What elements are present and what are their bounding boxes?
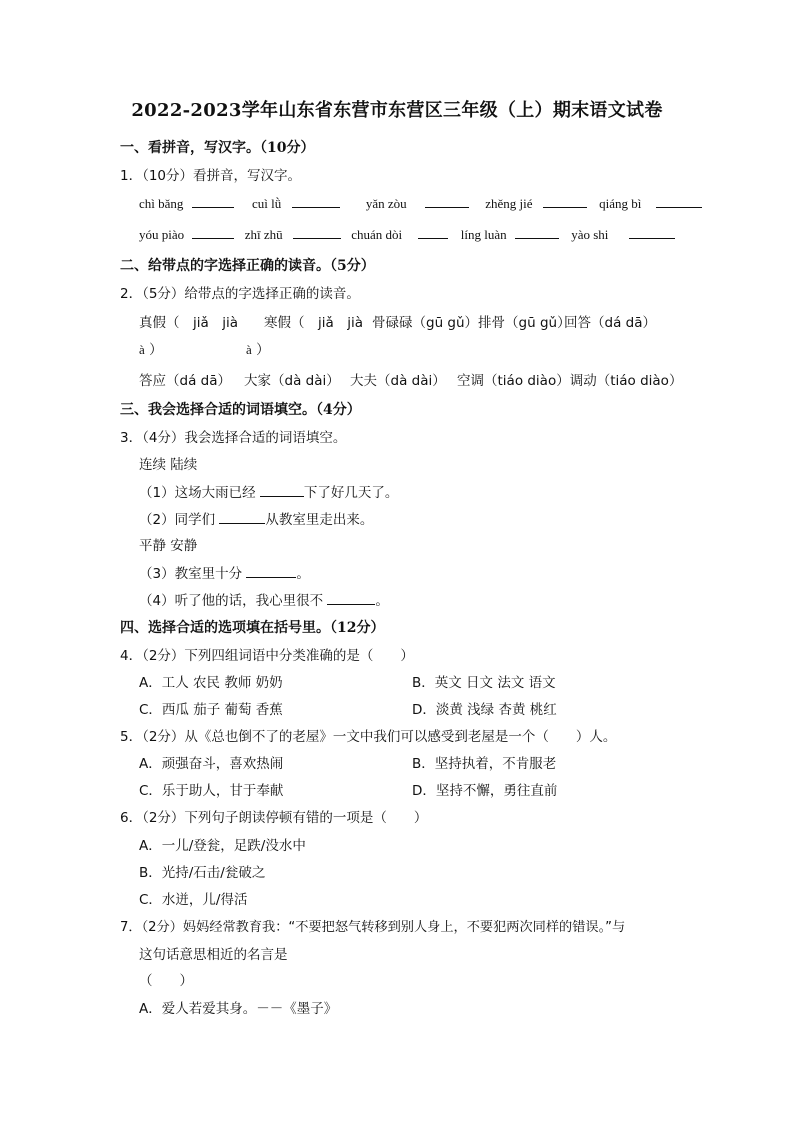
fill-sentence-2: （2）同学们 从教室里走出来。 <box>139 512 374 528</box>
reading-choice-2-cont: à ） <box>246 342 270 358</box>
question-3-stem: 3．（4分）我会选择合适的词语填空。 <box>120 430 347 446</box>
answer-paren[interactable]: （ ） <box>139 973 193 989</box>
answer-blank[interactable] <box>543 195 587 208</box>
q6-option-b[interactable]: B．光持/石击/瓮破之 <box>139 865 266 881</box>
fill-sentence-4: （4）听了他的话，我心里很不 。 <box>139 593 389 609</box>
pinyin-item: qiáng bì <box>599 196 642 211</box>
q6-option-c[interactable]: C．水迸，儿/得活 <box>139 892 248 908</box>
reading-choice-2: 寒假（ jiǎ jià <box>264 315 364 331</box>
fill-sentence-3: （3）教室里十分 。 <box>139 566 310 582</box>
q5-option-c[interactable]: C．乐于助人，甘于奉献 <box>139 783 284 799</box>
reading-choice-4: 回答（dá dā） <box>564 315 656 331</box>
question-4-stem: 4．（2分）下列四组词语中分类准确的是（ ） <box>120 648 414 664</box>
q6-option-a[interactable]: A．一儿/登瓮，足跌/没水中 <box>139 838 306 854</box>
answer-blank[interactable] <box>219 511 265 524</box>
question-7-stem-cont: 这句话意思相近的名言是 <box>139 947 288 963</box>
reading-choice-7: 大夫（dà dài） <box>350 373 446 389</box>
answer-blank[interactable] <box>246 565 296 578</box>
q4-option-b[interactable]: B．英文 日文 法文 语文 <box>412 675 556 691</box>
pinyin-item: líng luàn <box>460 227 507 242</box>
q4-option-c[interactable]: C．西瓜 茄子 葡萄 香蕉 <box>139 702 283 718</box>
reading-choice-1-cont: à ） <box>139 342 163 358</box>
q4-option-d[interactable]: D．淡黄 浅绿 杏黄 桃红 <box>412 702 557 718</box>
answer-blank[interactable] <box>629 226 675 239</box>
answer-blank[interactable] <box>656 195 702 208</box>
pinyin-item: chì bǎng <box>139 196 184 211</box>
page-title: 2022-2023学年山东省东营市东营区三年级（上）期末语文试卷 <box>131 100 663 121</box>
word-choices-1: 连续 陆续 <box>139 457 198 473</box>
section-heading-3: 三、我会选择合适的词语填空。（4分） <box>120 402 361 418</box>
q5-option-a[interactable]: A．顽强奋斗，喜欢热闹 <box>139 756 284 772</box>
pinyin-item: zhī zhū <box>244 227 283 242</box>
pinyin-row-2 <box>139 226 675 243</box>
answer-blank[interactable] <box>292 195 340 208</box>
pinyin-item: yóu piào <box>139 227 185 242</box>
section-heading-2: 二、给带点的字选择正确的读音。（5分） <box>120 258 375 274</box>
section-heading-4: 四、选择合适的选项填在括号里。（12分） <box>120 620 385 636</box>
answer-blank[interactable] <box>425 195 469 208</box>
pinyin-row-1 <box>139 195 702 212</box>
reading-choice-1: 真假（ jiǎ jià <box>139 315 239 331</box>
answer-blank[interactable] <box>515 226 559 239</box>
answer-blank[interactable] <box>293 226 341 239</box>
pinyin-item: yǎn zòu <box>365 196 407 211</box>
reading-choice-6: 大家（dà dài） <box>244 373 340 389</box>
fill-sentence-1: （1）这场大雨已经 下了好几天了。 <box>139 485 399 501</box>
question-1-stem: 1．（10分）看拼音，写汉字。 <box>120 168 302 184</box>
answer-blank[interactable] <box>192 195 234 208</box>
answer-blank[interactable] <box>192 226 234 239</box>
reading-choice-8: 空调（tiáo diào）调动（tiáo diào） <box>457 373 683 389</box>
answer-blank[interactable] <box>418 226 448 239</box>
q7-option-a[interactable]: A．爱人若爱其身。－－《墨子》 <box>139 1001 338 1017</box>
question-6-stem: 6．（2分）下列句子朗读停顿有错的一项是（ ） <box>120 810 428 826</box>
reading-choice-3: 骨碌碌（gū gǔ）排骨（gū gǔ） <box>372 315 571 331</box>
q5-option-b[interactable]: B．坚持执着，不肯服老 <box>412 756 557 772</box>
pinyin-item: chuán dòi <box>351 227 403 242</box>
word-choices-2: 平静 安静 <box>139 538 198 554</box>
section-heading-1: 一、看拼音，写汉字。（10分） <box>120 140 315 156</box>
answer-blank[interactable] <box>260 484 304 497</box>
reading-choice-5: 答应（dá dā） <box>139 373 231 389</box>
pinyin-item: cuì lǜ <box>252 196 282 211</box>
q5-option-d[interactable]: D．坚持不懈，勇往直前 <box>412 783 558 799</box>
question-5-stem: 5．（2分）从《总也倒不了的老屋》一文中我们可以感受到老屋是一个（ ）人。 <box>120 729 617 745</box>
pinyin-item: yào shi <box>571 227 609 242</box>
pinyin-item: zhěng jié <box>485 196 533 211</box>
answer-blank[interactable] <box>327 592 375 605</box>
question-7-stem: 7．（2分）妈妈经常教育我：“不要把怒气转移到别人身上，不要犯两次同样的错误。”与 <box>120 920 626 935</box>
question-2-stem: 2．（5分）给带点的字选择正确的读音。 <box>120 286 360 302</box>
q4-option-a[interactable]: A．工人 农民 教师 奶奶 <box>139 675 283 691</box>
